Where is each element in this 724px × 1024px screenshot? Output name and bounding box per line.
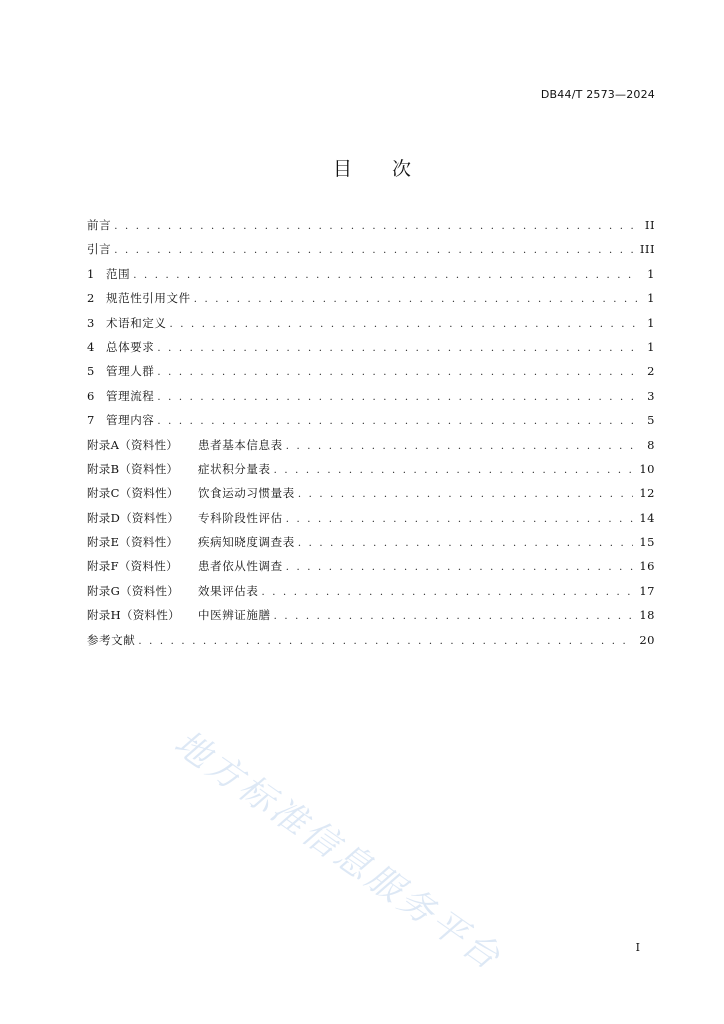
toc-page-number: 16 <box>639 559 655 574</box>
toc-annex-label: 附录C（资料性） <box>87 486 179 501</box>
leader-dots <box>170 319 640 330</box>
toc-label: 疾病知晓度调查表 <box>198 535 295 550</box>
toc-annex-label: 附录E（资料性） <box>87 535 179 550</box>
toc-page-number: 15 <box>639 535 655 550</box>
table-of-contents <box>87 217 655 656</box>
leader-dots <box>286 562 634 573</box>
toc-entry-3[interactable] <box>87 315 655 339</box>
standard-code: DB44/T 2573—2024 <box>540 88 655 101</box>
toc-page-number: 1 <box>647 315 655 330</box>
toc-entry-references[interactable] <box>87 632 655 656</box>
toc-page-number: 5 <box>647 413 655 428</box>
leader-dots <box>138 636 633 647</box>
toc-section-number: 7 <box>87 413 95 428</box>
toc-page-number: 12 <box>639 486 655 501</box>
toc-label: 专科阶段性评估 <box>198 510 283 525</box>
toc-section-number: 5 <box>87 364 95 379</box>
toc-label: 范围 <box>106 266 131 281</box>
leader-dots <box>298 489 634 500</box>
leader-dots <box>133 270 639 281</box>
leader-dots <box>194 294 639 305</box>
leader-dots <box>157 392 639 403</box>
toc-label: 总体要求 <box>106 339 155 354</box>
page-title <box>0 154 724 181</box>
toc-label: 前言 <box>87 218 112 232</box>
toc-label: 管理内容 <box>106 413 155 428</box>
leader-dots <box>274 611 634 622</box>
leader-dots <box>114 245 634 256</box>
toc-entry-6[interactable] <box>87 388 655 412</box>
toc-section-number: 6 <box>87 388 95 403</box>
leader-dots <box>114 221 639 232</box>
toc-entry-introduction[interactable] <box>87 241 655 265</box>
toc-label: 患者依从性调查 <box>198 559 283 574</box>
toc-page-number: 18 <box>639 608 655 623</box>
toc-annex-label: 附录A（资料性） <box>87 437 179 452</box>
leader-dots <box>157 343 639 354</box>
page-number: I <box>635 941 640 954</box>
leader-dots <box>262 587 634 598</box>
toc-label: 术语和定义 <box>106 315 167 330</box>
toc-label: 症状积分量表 <box>198 461 271 476</box>
toc-page-number: 17 <box>639 583 655 598</box>
title-char-1: 目 <box>332 158 352 180</box>
toc-section-number: 4 <box>87 339 95 354</box>
toc-label: 管理流程 <box>106 388 155 403</box>
toc-entry-5[interactable] <box>87 363 655 387</box>
leader-dots <box>298 538 634 549</box>
toc-page-number: 20 <box>639 632 655 647</box>
toc-page-number: 1 <box>647 291 655 306</box>
toc-page-number: 2 <box>647 364 655 379</box>
toc-label: 管理人群 <box>106 364 155 379</box>
toc-label: 参考文献 <box>87 632 136 647</box>
toc-entry-7[interactable] <box>87 412 655 436</box>
toc-entry-1[interactable] <box>87 266 655 290</box>
toc-label: 规范性引用文件 <box>106 291 191 306</box>
toc-annex-label: 附录D（资料性） <box>87 510 180 525</box>
leader-dots <box>157 367 639 378</box>
toc-page-number: 10 <box>639 461 655 476</box>
toc-page-number: II <box>644 218 655 232</box>
toc-entry-annex-b[interactable] <box>87 461 655 485</box>
toc-page-number: 1 <box>647 266 655 281</box>
toc-section-number: 2 <box>87 291 95 306</box>
toc-annex-label: 附录H（资料性） <box>87 608 180 623</box>
leader-dots <box>274 465 634 476</box>
toc-entry-annex-h[interactable] <box>87 607 655 631</box>
leader-dots <box>286 441 639 452</box>
toc-page-number: III <box>639 242 655 257</box>
toc-label: 饮食运动习惯量表 <box>198 486 295 501</box>
toc-label: 效果评估表 <box>198 583 259 598</box>
toc-section-number: 1 <box>87 266 95 281</box>
toc-entry-annex-c[interactable] <box>87 485 655 509</box>
toc-entry-4[interactable] <box>87 339 655 363</box>
toc-entry-annex-e[interactable] <box>87 534 655 558</box>
toc-entry-annex-f[interactable] <box>87 558 655 582</box>
toc-entry-annex-g[interactable] <box>87 583 655 607</box>
toc-page-number: 14 <box>639 510 655 525</box>
toc-annex-label: 附录F（资料性） <box>87 559 178 574</box>
toc-entry-foreword[interactable] <box>87 217 655 241</box>
toc-entry-2[interactable] <box>87 290 655 314</box>
toc-page-number: 3 <box>647 388 655 403</box>
toc-label: 患者基本信息表 <box>198 437 283 452</box>
watermark: 地方标准信息服务平台 <box>166 723 510 980</box>
title-char-2: 次 <box>392 158 412 180</box>
toc-entry-annex-d[interactable] <box>87 510 655 534</box>
leader-dots <box>286 514 634 525</box>
toc-section-number: 3 <box>87 315 95 330</box>
toc-entry-annex-a[interactable] <box>87 437 655 461</box>
toc-label: 中医辨证施膳 <box>198 608 271 623</box>
toc-label: 引言 <box>87 242 112 257</box>
toc-annex-label: 附录B（资料性） <box>87 461 179 476</box>
toc-page-number: 8 <box>647 437 655 452</box>
leader-dots <box>157 416 639 427</box>
toc-annex-label: 附录G（资料性） <box>87 583 180 598</box>
toc-page-number: 1 <box>647 339 655 354</box>
